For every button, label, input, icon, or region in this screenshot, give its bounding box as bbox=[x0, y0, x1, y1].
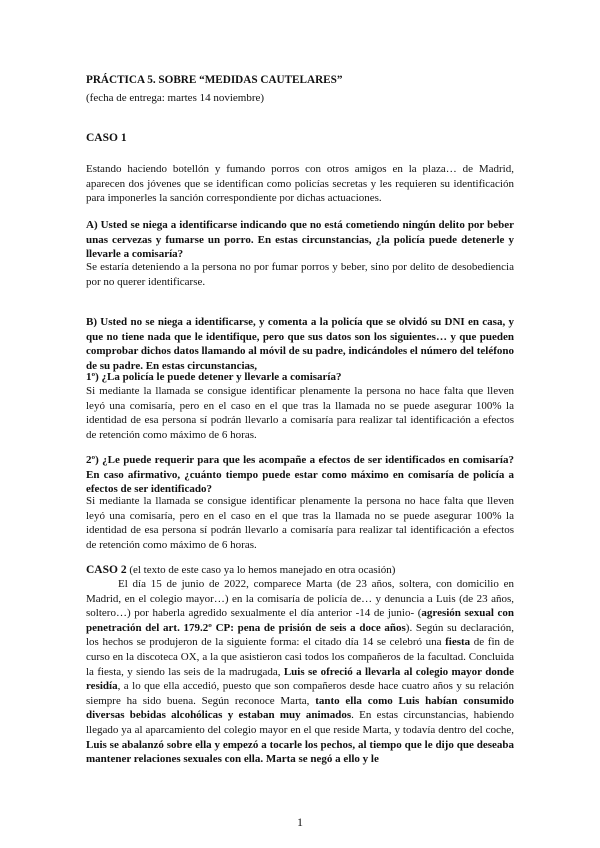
caso2-bold-5: Luis se abalanzó sobre ella y empezó a tocarle los pechos, al tiempo que le dijo que deseaba mantener relaciones sexuales con ella. Marta se negó a ello y le bbox=[86, 738, 514, 766]
caso2-text-1: El día 15 de junio de 2022, comparece Marta (de 23 años, soltera, con domicilio en Madrid, en el colegio mayor…) en la comisaría de policía de… y denuncia a Luis (de 23 años, soltero…) por haberla agredido sexualmente el día anterior -14 de junio- ( bbox=[86, 578, 514, 620]
caso2-text-4: , a lo que ella accedió, puesto que son compañeros desde hace cuatro años y su relación siempre ha sido buena. Según reconoce Marta, bbox=[86, 680, 514, 707]
page-number: 1 bbox=[297, 815, 303, 829]
caso2-heading: CASO 2 bbox=[86, 564, 127, 576]
caso1-answer-b1: Si mediante la llamada se consigue identificar plenamente la persona no hace falta que lleven leyó una comisaría, pero en el caso en el que tras la llamada no se puede asegurar 100% la identidad de esa persona sí podrán llevarlo a comisaría para realizar tal identificación a efectos de retención como máximo de 6 horas. bbox=[86, 385, 514, 441]
caso1-answer-a: Se estaría deteniendo a la persona no por fumar porros y beber, sino por delito de desobediencia por no querer identificarse. bbox=[86, 261, 514, 288]
caso1-heading: CASO 1 bbox=[86, 132, 127, 144]
caso2-bold-2: fiesta bbox=[445, 636, 471, 649]
caso2-heading-note: (el texto de este caso ya lo hemos manejado en otra ocasión) bbox=[126, 564, 396, 576]
caso2-bold-4: tanto ella como Luis habían consumido diversas bebidas alcohólicas y estaban muy animados bbox=[86, 694, 515, 722]
caso1-question-b: B) Usted no se niega a identificarse, y comenta a la policía que se olvidó su DNI en casa, y que no tiene nada que le identifique, pero que sus datos son los siguientes… y que pueden comprobar dichos datos llamando al móvil de su padre, indicándoles el número del teléfono de su padre. En estas circunstancias, bbox=[86, 316, 514, 372]
caso1-intro: Estando haciendo botellón y fumando porros con otros amigos en la plaza… de Madrid, aparecen dos jóvenes que se identifican como policías secretas y les requieren su identificación para imponerles la sanción correspondiente por dichas actuaciones. bbox=[86, 163, 514, 205]
caso2-bold-1: agresión sexual con penetración del art. 179.2º CP: pena de prisión de seis a doce años bbox=[86, 607, 514, 634]
caso2-text-3: de fin de curso en la discoteca OX, a la que asistieron casi todos los compañeros de la facultad. Concluida la fiesta, y siendo las seis de la madrugada, bbox=[86, 636, 514, 678]
caso1-question-a: A) Usted se niega a identificarse indicando que no está cometiendo ningún delito por beber unas cervezas y fumarse un porro. En estas circunstancias, ¿la policía puede detenerle y llevarle a comisaría? bbox=[86, 219, 514, 261]
caso2-bold-3: Luis se ofreció a llevarla al colegio mayor donde residía bbox=[86, 665, 514, 693]
caso1-question-b1: 1º) ¿La policía le puede detener y llevarle a comisaría? bbox=[86, 371, 342, 383]
caso1-question-b2: 2º) ¿Le puede requerir para que les acompañe a efectos de ser identificados en comisaría? En caso afirmativo, ¿cuánto tiempo puede estar como máximo en comisaría de policía a efectos de ser identificado? bbox=[86, 454, 514, 496]
caso2-heading-line bbox=[86, 563, 514, 578]
caso2-text-5: . En estas circunstancias, habiendo llegado ya al aparcamiento del colegio mayor en el que reside Marta, y todavía dentro del coche, bbox=[86, 709, 514, 736]
caso2-text-2: ). Según su declaración, los hechos se produjeron de la siguiente forma: el citado día 14 se celebró una bbox=[86, 621, 514, 649]
deadline-note: (fecha de entrega: martes 14 noviembre) bbox=[86, 92, 265, 104]
caso1-answer-b2: Si mediante la llamada se consigue identificar plenamente la persona no hace falta que lleven leyó una comisaría, pero en el caso en el que tras la llamada no se puede asegurar 100% la identidad de esa persona sí podrán llevarlo a comisaría para realizar tal identificación a efectos de retención como máximo de 6 horas. bbox=[86, 495, 514, 551]
caso2-narrative bbox=[86, 577, 514, 767]
document-title: PRÁCTICA 5. SOBRE “MEDIDAS CAUTELARES” bbox=[86, 74, 343, 86]
